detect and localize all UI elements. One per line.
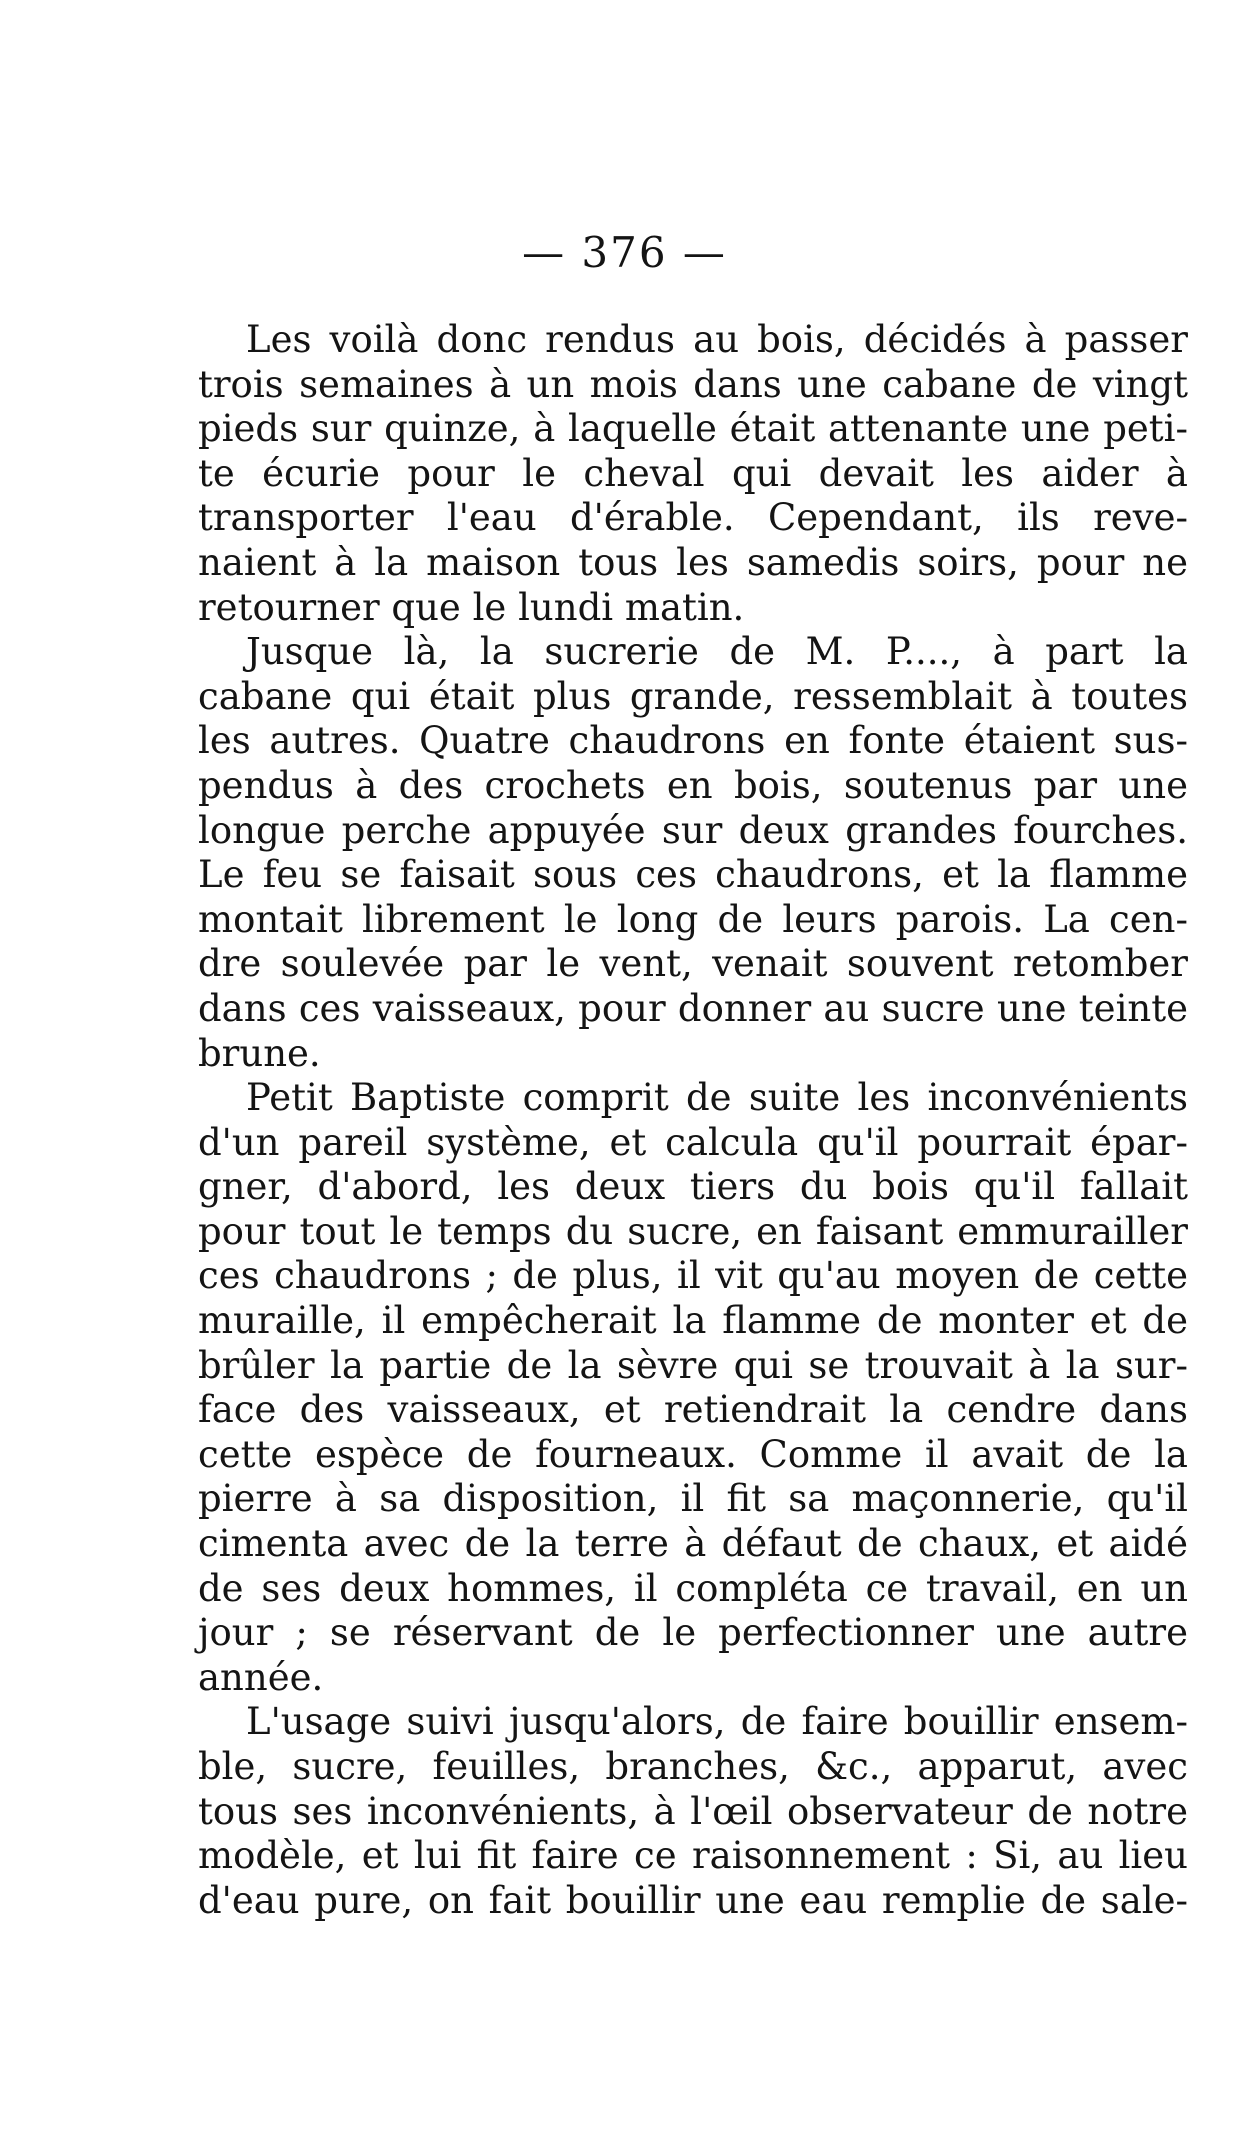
text-line: d'un pareil système, et calcula qu'il pourrait épar-	[198, 1120, 1188, 1164]
text-line: Jusque là, la sucrerie de M. P...., à part la	[246, 630, 1188, 674]
text-line: modèle, et lui fit faire ce raisonnement : Si, au lieu	[198, 1834, 1188, 1878]
text-line: longue perche appuyée sur deux grandes fourches.	[198, 808, 1188, 852]
text-line: dre soulevée par le vent, venait souvent retomber	[198, 942, 1188, 986]
text-line: pendus à des crochets en bois, soutenus par une	[198, 763, 1188, 807]
text-line: Le feu se faisait sous ces chaudrons, et la flamme	[198, 853, 1188, 897]
text-line: les autres. Quatre chaudrons en fonte étaient sus-	[198, 719, 1188, 763]
text-line: face des vaisseaux, et retiendrait la cendre dans	[198, 1388, 1188, 1432]
text-line: pieds sur quinze, à laquelle était attenante une peti-	[198, 407, 1188, 451]
text-line: gner, d'abord, les deux tiers du bois qu'il fallait	[198, 1165, 1188, 1209]
text-line: d'eau pure, on fait bouillir une eau remplie de sale-	[198, 1878, 1188, 1922]
text-line: Petit Baptiste comprit de suite les inconvénients	[246, 1076, 1188, 1120]
text-line: muraille, il empêcherait la flamme de monter et de	[198, 1299, 1188, 1343]
text-line: retourner que le lundi matin.	[198, 585, 745, 629]
text-line: pour tout le temps du sucre, en faisant emmurailler	[198, 1209, 1188, 1253]
text-line: Les voilà donc rendus au bois, décidés à passer	[246, 318, 1188, 361]
text-line: trois semaines à un mois dans une cabane de vingt	[198, 362, 1188, 406]
text-line: montait librement le long de leurs parois. La cen-	[198, 897, 1188, 941]
text-line: brune.	[198, 1031, 321, 1075]
text-line: naient à la maison tous les samedis soirs, pour ne	[198, 540, 1188, 584]
text-line: transporter l'eau d'érable. Cependant, ils reve-	[198, 496, 1188, 540]
text-line: pierre à sa disposition, il fit sa maçonnerie, qu'il	[198, 1477, 1188, 1521]
text-line: cimenta avec de la terre à défaut de chaux, et aidé	[198, 1522, 1188, 1566]
text-line: cabane qui était plus grande, ressemblait à toutes	[198, 674, 1188, 718]
text-line: de ses deux hommes, il compléta ce travail, en un	[198, 1566, 1188, 1610]
text-line: ble, sucre, feuilles, branches, &c., apparut, avec	[198, 1745, 1188, 1788]
text-line: dans ces vaisseaux, pour donner au sucre une teinte	[198, 986, 1188, 1030]
text-line: ces chaudrons ; de plus, il vit qu'au moyen de cette	[198, 1254, 1188, 1298]
text-line: brûler la partie de la sèvre qui se trouvait à la sur-	[198, 1343, 1188, 1387]
text-line: L'usage suivi jusqu'alors, de faire bouillir ensem-	[246, 1700, 1188, 1744]
text-line: te écurie pour le cheval qui devait les aider à	[198, 451, 1188, 495]
text-line: cette espèce de fourneaux. Comme il avait de la	[198, 1432, 1188, 1476]
body-text	[198, 318, 1188, 1923]
text-line: année.	[198, 1655, 324, 1699]
page-number: — 376 —	[522, 228, 727, 277]
text-line: jour ; se réservant de le perfectionner une autre	[198, 1611, 1188, 1655]
text-line: tous ses inconvénients, à l'œil observateur de notre	[198, 1789, 1188, 1833]
